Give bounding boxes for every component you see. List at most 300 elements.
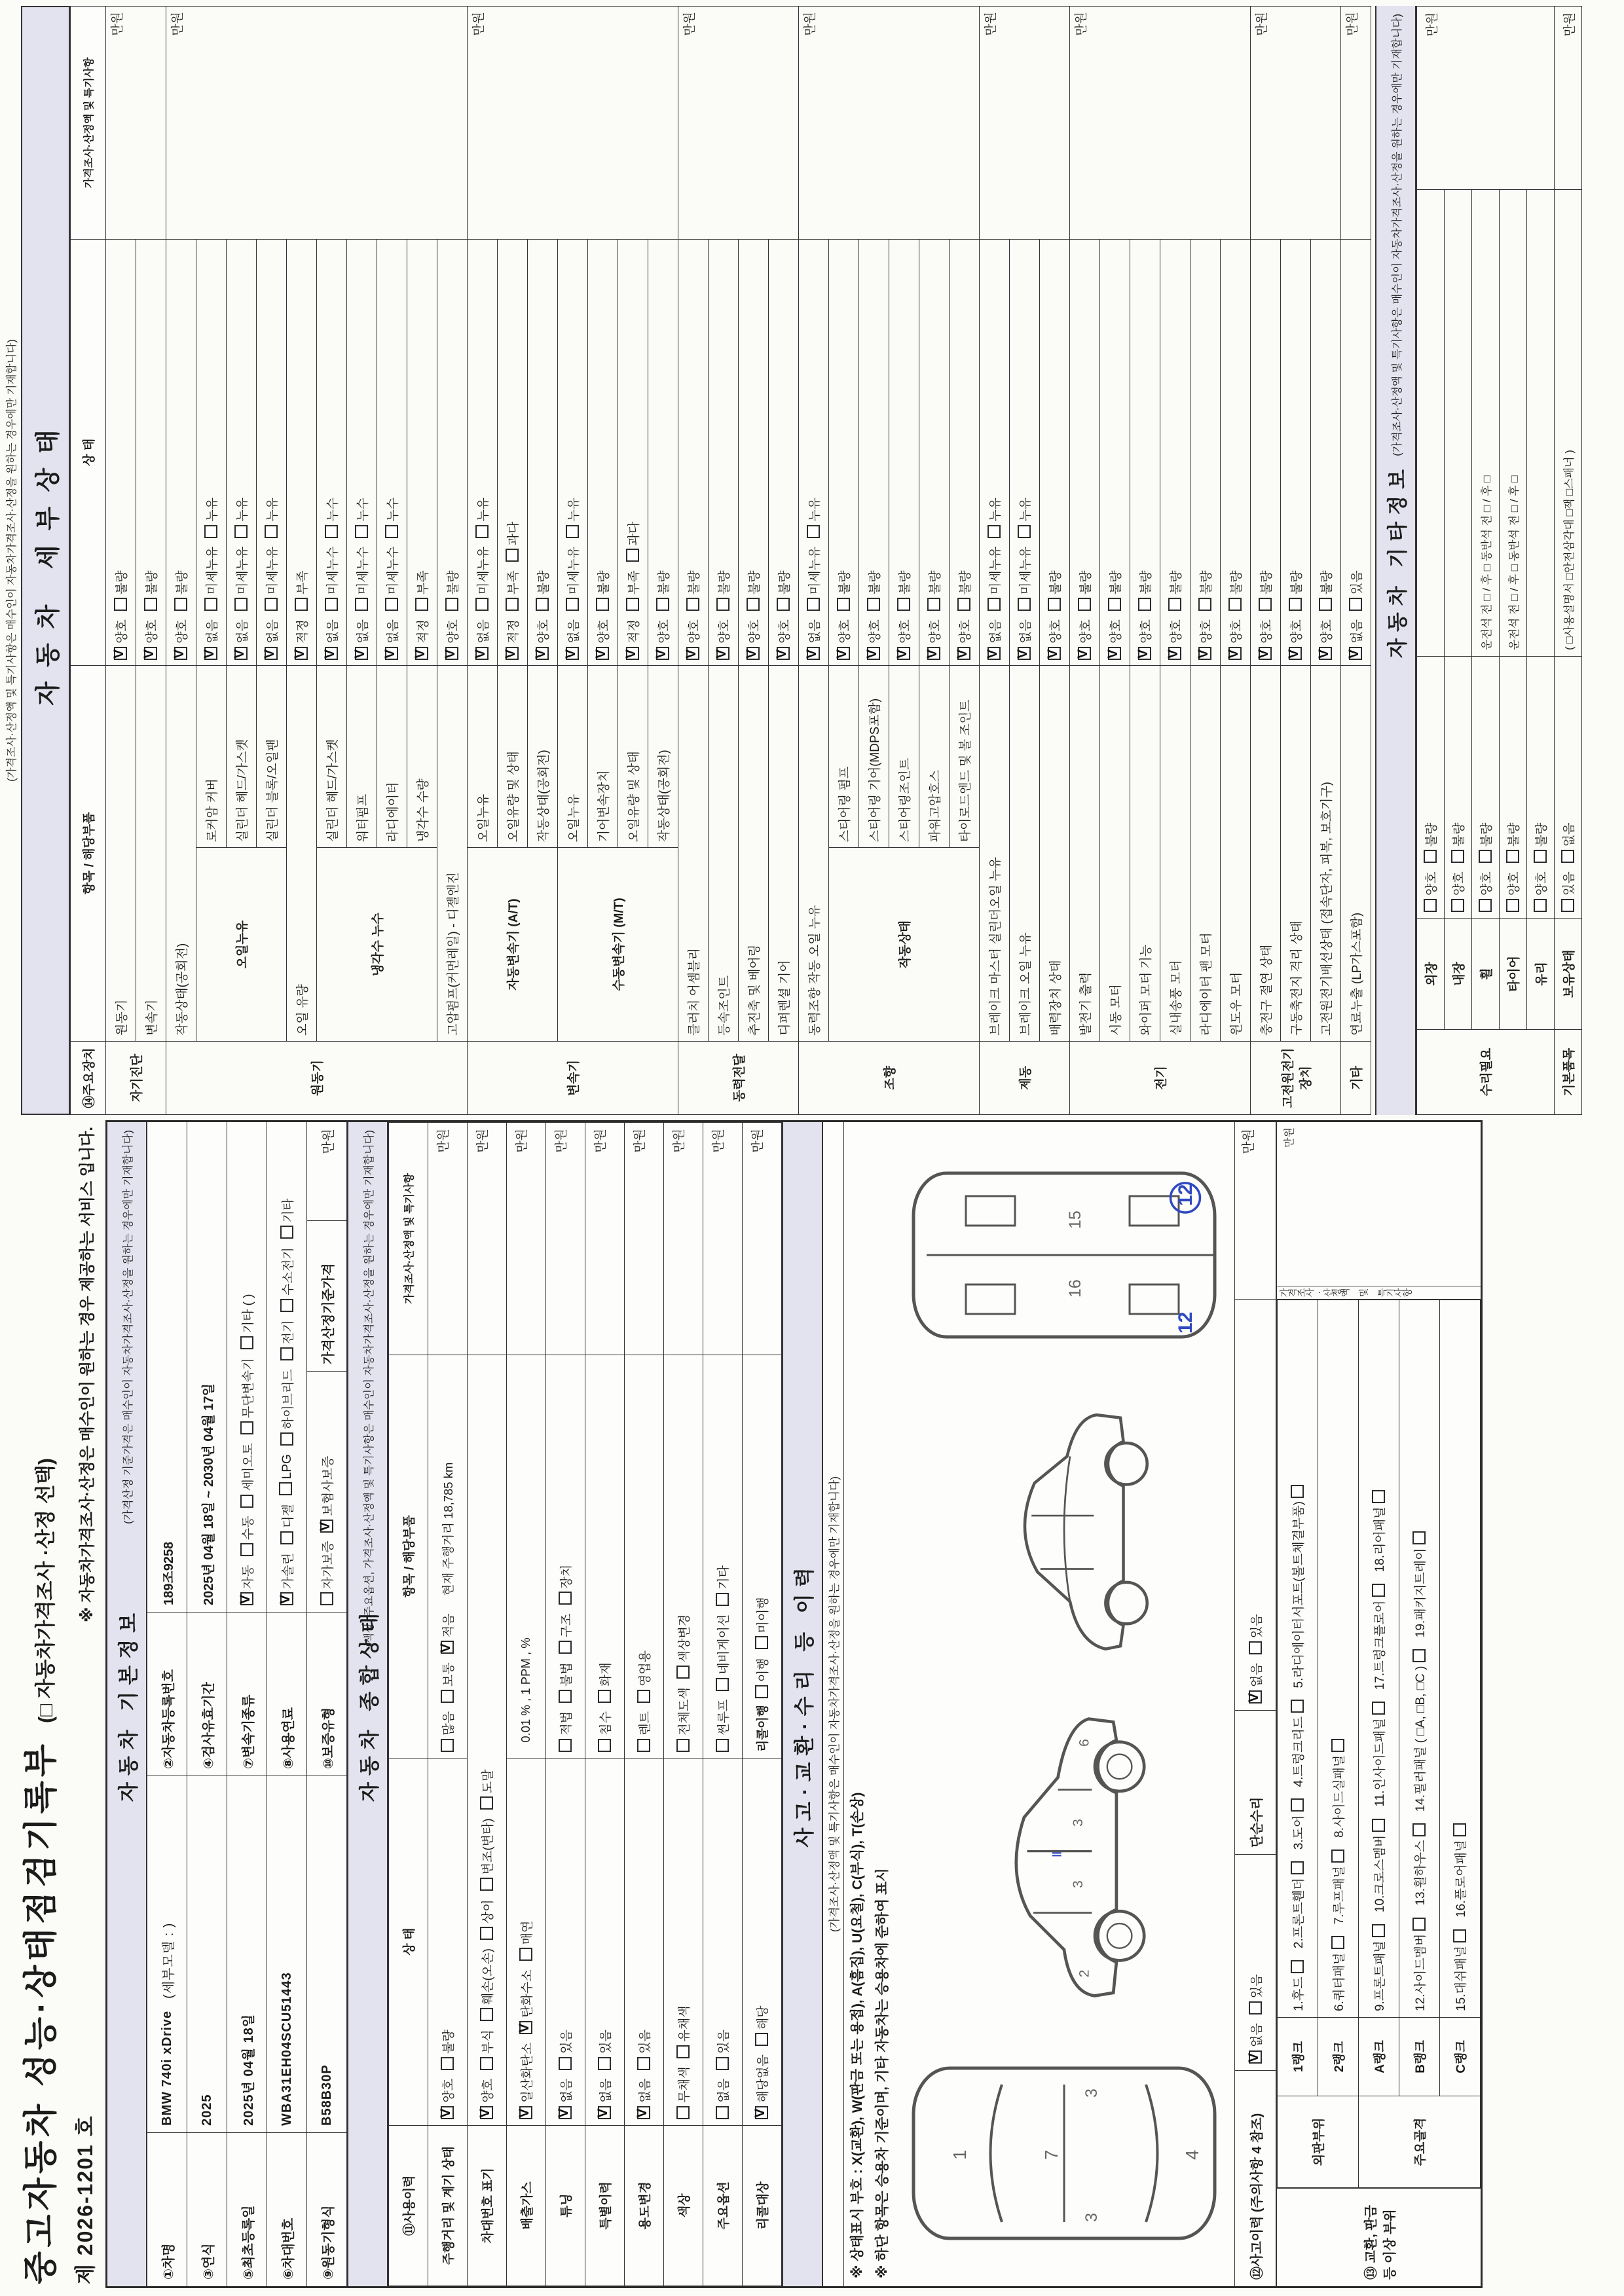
checked-checkbox[interactable] bbox=[867, 647, 880, 660]
checked-checkbox[interactable] bbox=[144, 647, 157, 660]
checkbox[interactable] bbox=[807, 598, 820, 611]
checkbox-option[interactable]: 유채색 bbox=[674, 2005, 692, 2058]
checkbox-option[interactable]: V없음 bbox=[557, 2079, 574, 2119]
checkbox-option[interactable]: V없음 bbox=[805, 619, 822, 660]
checkbox-option[interactable]: V양호 bbox=[714, 619, 732, 660]
checkbox-option[interactable]: 전체도색 bbox=[674, 1687, 692, 1751]
checked-checkbox[interactable] bbox=[656, 647, 669, 660]
checkbox-option[interactable]: 무채색 bbox=[674, 2067, 692, 2119]
checkbox-option[interactable]: 불량 bbox=[1106, 570, 1124, 611]
checkbox[interactable] bbox=[519, 1948, 532, 1961]
checkbox-option[interactable]: V양호 bbox=[439, 2079, 456, 2119]
panel-item[interactable]: 7.루프패널 bbox=[1329, 1846, 1347, 1925]
checkbox-option[interactable]: 네비게이션 bbox=[714, 1614, 731, 1691]
checkbox-option[interactable]: 부족 bbox=[293, 570, 310, 611]
checkbox-option[interactable]: V없음 bbox=[353, 619, 371, 660]
checkbox[interactable] bbox=[1412, 1823, 1426, 1836]
checked-checkbox[interactable] bbox=[204, 647, 217, 660]
checkbox[interactable] bbox=[480, 1878, 493, 1891]
panel-item[interactable]: 5.라디에이터서포트(볼트체결부품) bbox=[1289, 1482, 1306, 1688]
checked-checkbox[interactable] bbox=[355, 647, 368, 660]
checkbox[interactable] bbox=[716, 2057, 729, 2070]
checkbox[interactable] bbox=[279, 1482, 292, 1495]
checked-checkbox[interactable] bbox=[837, 647, 850, 660]
checkbox-option[interactable]: V해당없음 bbox=[753, 2054, 771, 2119]
checkbox-option[interactable]: 변조(변타) bbox=[478, 1818, 496, 1891]
checkbox[interactable] bbox=[240, 1421, 253, 1434]
checked-checkbox[interactable] bbox=[927, 647, 940, 660]
checkbox[interactable] bbox=[325, 598, 338, 611]
checked-checkbox[interactable] bbox=[519, 2106, 532, 2119]
checkbox-option[interactable]: 없음 bbox=[714, 2079, 731, 2119]
checkbox-option[interactable]: 불량 bbox=[594, 570, 612, 611]
checked-checkbox[interactable] bbox=[1078, 647, 1091, 660]
checkbox-option[interactable]: 미세누유 bbox=[202, 547, 220, 611]
checkbox-option[interactable]: V양호 bbox=[1317, 619, 1335, 660]
checked-checkbox[interactable] bbox=[536, 647, 549, 660]
checkbox[interactable] bbox=[536, 598, 549, 611]
checkbox[interactable] bbox=[837, 598, 850, 611]
checkbox[interactable] bbox=[559, 1739, 572, 1752]
checkbox-option[interactable]: V없음 bbox=[1247, 2023, 1264, 2064]
checkbox-option[interactable]: V양호 bbox=[112, 619, 130, 660]
checked-checkbox[interactable] bbox=[240, 1592, 253, 1605]
checkbox[interactable] bbox=[320, 1592, 333, 1605]
checkbox-option[interactable]: V적정 bbox=[504, 619, 521, 660]
checkbox[interactable] bbox=[987, 598, 1001, 611]
checked-checkbox[interactable] bbox=[1289, 647, 1302, 660]
checkbox[interactable] bbox=[280, 1226, 293, 1239]
checkbox-option[interactable]: V양호 bbox=[865, 619, 883, 660]
checkbox-option[interactable]: 썬루프 bbox=[714, 1700, 731, 1752]
checked-checkbox[interactable] bbox=[1018, 647, 1031, 660]
checkbox-option[interactable]: 누유 bbox=[986, 498, 1003, 538]
checkbox[interactable] bbox=[1331, 1936, 1344, 1949]
panel-item[interactable]: 8.사이드실패널 bbox=[1329, 1736, 1347, 1838]
checkbox-option[interactable]: V양호 bbox=[835, 619, 853, 660]
checkbox-option[interactable]: 상이 bbox=[478, 1899, 496, 1940]
checkbox[interactable] bbox=[1198, 598, 1211, 611]
checkbox[interactable] bbox=[927, 598, 940, 611]
checkbox[interactable] bbox=[747, 598, 760, 611]
checkbox[interactable] bbox=[480, 2008, 493, 2021]
checkbox-option[interactable]: V양호 bbox=[1227, 619, 1244, 660]
checkbox-option[interactable]: 세미오토 bbox=[238, 1443, 256, 1507]
checkbox[interactable] bbox=[1451, 850, 1464, 863]
checkbox-option[interactable]: V없음 bbox=[635, 2079, 653, 2119]
checkbox[interactable] bbox=[1561, 850, 1574, 863]
checked-checkbox[interactable] bbox=[1138, 647, 1151, 660]
checkbox-option[interactable]: V양호 bbox=[443, 619, 461, 660]
checkbox[interactable] bbox=[441, 1690, 454, 1703]
checkbox-option[interactable]: 부족 bbox=[624, 570, 642, 611]
checkbox[interactable] bbox=[1291, 1700, 1304, 1713]
panel-item[interactable]: 12.사이드멤버 bbox=[1411, 1914, 1428, 2011]
checked-checkbox[interactable] bbox=[174, 647, 187, 660]
checked-checkbox[interactable] bbox=[566, 647, 579, 660]
checkbox-option[interactable]: V양호 bbox=[1257, 619, 1274, 660]
checkbox[interactable] bbox=[1412, 1649, 1426, 1662]
checkbox-option[interactable]: 침수 bbox=[596, 1711, 614, 1752]
checkbox[interactable] bbox=[716, 598, 729, 611]
checkbox-option[interactable]: 미세누수 bbox=[353, 547, 371, 611]
checkbox[interactable] bbox=[897, 598, 910, 611]
checkbox[interactable] bbox=[1108, 598, 1121, 611]
checkbox-option[interactable]: 누수 bbox=[323, 498, 341, 538]
checkbox-option[interactable]: V일산화탄소 bbox=[517, 2043, 535, 2119]
checkbox-option[interactable]: 불량 bbox=[745, 570, 762, 611]
checkbox-option[interactable]: 있음 bbox=[1247, 1614, 1264, 1655]
checked-checkbox[interactable] bbox=[480, 2106, 493, 2119]
checkbox-option[interactable]: 누유 bbox=[805, 498, 822, 538]
checkbox-option[interactable]: 불량 bbox=[684, 570, 702, 611]
checked-checkbox[interactable] bbox=[897, 647, 910, 660]
checkbox-option[interactable]: V없음 bbox=[263, 619, 280, 660]
checkbox-option[interactable]: 누유 bbox=[202, 498, 220, 538]
checked-checkbox[interactable] bbox=[506, 647, 519, 660]
checkbox[interactable] bbox=[957, 598, 970, 611]
checked-checkbox[interactable] bbox=[415, 647, 428, 660]
checked-checkbox[interactable] bbox=[1249, 1690, 1262, 1704]
checkbox-option[interactable]: V없음 bbox=[323, 619, 341, 660]
checkbox-option[interactable]: 불량 bbox=[895, 570, 913, 611]
checkbox[interactable] bbox=[204, 598, 217, 611]
checkbox[interactable] bbox=[1453, 1929, 1466, 1942]
checkbox-option[interactable]: 불량 bbox=[534, 570, 551, 611]
checkbox-option[interactable]: 과다 bbox=[624, 522, 642, 562]
checkbox[interactable] bbox=[1372, 1584, 1385, 1597]
checkbox[interactable] bbox=[355, 598, 368, 611]
checkbox[interactable] bbox=[716, 2106, 729, 2119]
checked-checkbox[interactable] bbox=[747, 647, 760, 660]
checkbox[interactable] bbox=[1259, 598, 1272, 611]
checkbox[interactable] bbox=[716, 1678, 729, 1691]
checkbox-option[interactable]: 수소전기 bbox=[278, 1247, 296, 1311]
checkbox[interactable] bbox=[475, 598, 489, 611]
checked-checkbox[interactable] bbox=[755, 2106, 768, 2119]
checkbox-option[interactable]: 불량 bbox=[112, 570, 130, 611]
checkbox[interactable] bbox=[598, 1739, 611, 1752]
checkbox-option[interactable]: 미세누유 bbox=[473, 547, 491, 611]
checkbox[interactable] bbox=[1412, 1531, 1426, 1544]
checkbox-option[interactable]: V없음 bbox=[596, 2079, 614, 2119]
checkbox-option[interactable]: V양호 bbox=[1166, 619, 1184, 660]
checkbox-option[interactable]: 불법 bbox=[557, 1662, 574, 1703]
checkbox[interactable] bbox=[265, 598, 278, 611]
checkbox-option[interactable]: 불량 bbox=[1076, 570, 1094, 611]
checkbox-option[interactable]: V양호 bbox=[895, 619, 913, 660]
checkbox[interactable] bbox=[755, 1685, 768, 1698]
checkbox-option[interactable]: 누유 bbox=[473, 498, 491, 538]
checkbox-option[interactable]: 하이브리드 bbox=[278, 1369, 296, 1446]
checkbox-option[interactable]: V자동 bbox=[238, 1565, 256, 1605]
checkbox-option[interactable]: V양호 bbox=[1136, 619, 1154, 660]
checkbox[interactable] bbox=[598, 2057, 611, 2070]
checkbox[interactable] bbox=[204, 525, 217, 538]
checkbox[interactable] bbox=[1534, 850, 1547, 863]
checkbox[interactable] bbox=[1479, 850, 1492, 863]
checkbox[interactable] bbox=[475, 525, 489, 538]
checkbox[interactable] bbox=[234, 525, 248, 538]
checked-checkbox[interactable] bbox=[777, 647, 790, 660]
checkbox-option[interactable]: V양호 bbox=[1076, 619, 1094, 660]
checkbox-option[interactable]: V탄화수소 bbox=[517, 1969, 535, 2033]
checkbox-option[interactable]: 부족 bbox=[504, 570, 521, 611]
checkbox-option[interactable]: 구조 bbox=[557, 1614, 574, 1654]
checkbox[interactable] bbox=[1424, 850, 1437, 863]
checkbox-option[interactable]: 불량 bbox=[1532, 823, 1549, 864]
checked-checkbox[interactable] bbox=[1228, 647, 1242, 660]
checkbox-option[interactable]: 양호 bbox=[1477, 871, 1494, 912]
checkbox-option[interactable]: V없음 bbox=[986, 619, 1003, 660]
checkbox-option[interactable]: 화재 bbox=[596, 1662, 614, 1703]
checkbox-option[interactable]: V적음 bbox=[439, 1614, 456, 1654]
panel-item[interactable]: 11.인사이드패널 bbox=[1370, 1698, 1388, 1806]
checkbox[interactable] bbox=[1451, 899, 1464, 912]
checkbox[interactable] bbox=[867, 598, 880, 611]
checkbox[interactable] bbox=[1018, 525, 1031, 538]
panel-item[interactable]: 13.휠하우스 bbox=[1411, 1820, 1428, 1905]
checkbox-option[interactable]: V없음 bbox=[473, 619, 491, 660]
checkbox-option[interactable]: 누유 bbox=[564, 498, 581, 538]
checkbox[interactable] bbox=[566, 598, 579, 611]
checkbox-option[interactable]: 미세누유 bbox=[986, 547, 1003, 611]
checkbox[interactable] bbox=[559, 1641, 572, 1654]
checkbox-option[interactable]: 불량 bbox=[1287, 570, 1304, 611]
checkbox[interactable] bbox=[1048, 598, 1061, 611]
checked-checkbox[interactable] bbox=[325, 647, 338, 660]
checkbox[interactable] bbox=[1479, 899, 1492, 912]
checkbox-option[interactable]: 불량 bbox=[1046, 570, 1063, 611]
checkbox[interactable] bbox=[280, 1347, 293, 1360]
checkbox[interactable] bbox=[144, 598, 157, 611]
checkbox[interactable] bbox=[1372, 1702, 1385, 1715]
checked-checkbox[interactable] bbox=[441, 2106, 454, 2119]
panel-item[interactable]: 2.프론트휀더 bbox=[1289, 1858, 1306, 1948]
checkbox[interactable] bbox=[280, 1299, 293, 1312]
checkbox[interactable] bbox=[777, 598, 790, 611]
checkbox-option[interactable]: 있음 bbox=[1347, 570, 1365, 611]
checked-checkbox[interactable] bbox=[1198, 647, 1211, 660]
checkbox-option[interactable]: LPG bbox=[279, 1454, 295, 1495]
checkbox-option[interactable]: 보통 bbox=[439, 1662, 456, 1703]
checkbox[interactable] bbox=[716, 1593, 729, 1606]
panel-item[interactable]: 19.패키지트레이 bbox=[1411, 1528, 1428, 1637]
checkbox-option[interactable]: 누유 bbox=[232, 498, 250, 538]
checked-checkbox[interactable] bbox=[295, 647, 308, 660]
checked-checkbox[interactable] bbox=[445, 647, 458, 660]
checkbox-option[interactable]: 불량 bbox=[865, 570, 883, 611]
checkbox[interactable] bbox=[1138, 598, 1151, 611]
checked-checkbox[interactable] bbox=[1048, 647, 1061, 660]
checkbox-option[interactable]: 기타 bbox=[278, 1199, 296, 1239]
checkbox[interactable] bbox=[1534, 899, 1547, 912]
checkbox-option[interactable]: 도말 bbox=[478, 1770, 496, 1810]
checkbox-option[interactable]: 미세누수 bbox=[323, 547, 341, 611]
checkbox[interactable] bbox=[1018, 598, 1031, 611]
checkbox-option[interactable]: 양호 bbox=[1532, 871, 1549, 912]
checkbox-option[interactable]: V양호 bbox=[172, 619, 190, 660]
checkbox-option[interactable]: 불량 bbox=[1477, 823, 1494, 864]
checkbox-option[interactable]: 렌트 bbox=[635, 1711, 653, 1752]
checked-checkbox[interactable] bbox=[626, 647, 639, 660]
checkbox[interactable] bbox=[415, 598, 428, 611]
checkbox[interactable] bbox=[1319, 598, 1332, 611]
checkbox-option[interactable]: 누수 bbox=[353, 498, 371, 538]
panel-item[interactable]: 1.후드 bbox=[1289, 1957, 1306, 2011]
checkbox[interactable] bbox=[676, 2045, 690, 2058]
checkbox[interactable] bbox=[114, 598, 127, 611]
panel-item[interactable]: 18.리어패널 bbox=[1370, 1487, 1388, 1572]
checkbox-option[interactable]: 있음 bbox=[1247, 1975, 1264, 2015]
checkbox-option[interactable]: 불량 bbox=[1317, 570, 1335, 611]
checkbox[interactable] bbox=[1506, 899, 1519, 912]
checkbox-option[interactable]: 불량 bbox=[1136, 570, 1154, 611]
checkbox-option[interactable]: 불량 bbox=[925, 570, 943, 611]
checkbox-option[interactable]: V없음 bbox=[1247, 1663, 1264, 1704]
checkbox-option[interactable]: 누유 bbox=[1016, 498, 1033, 538]
checkbox-option[interactable]: 영업용 bbox=[635, 1650, 653, 1703]
checkbox[interactable] bbox=[716, 1739, 729, 1752]
checkbox-option[interactable]: 불량 bbox=[1449, 823, 1467, 864]
panel-item[interactable]: 14.필러패널 ( □A, □B, □C ) bbox=[1411, 1646, 1428, 1812]
checked-checkbox[interactable] bbox=[807, 647, 820, 660]
checked-checkbox[interactable] bbox=[1249, 2050, 1262, 2064]
checked-checkbox[interactable] bbox=[1319, 647, 1332, 660]
checkbox-option[interactable]: 누수 bbox=[383, 498, 401, 538]
checkbox-option[interactable]: 미세누유 bbox=[232, 547, 250, 611]
checkbox[interactable] bbox=[1249, 1641, 1262, 1654]
checkbox[interactable] bbox=[626, 549, 639, 562]
checkbox-option[interactable]: V보험사보증 bbox=[318, 1456, 336, 1533]
checkbox[interactable] bbox=[637, 1739, 650, 1752]
checkbox-option[interactable]: V양호 bbox=[534, 619, 551, 660]
checkbox[interactable] bbox=[637, 2057, 650, 2070]
checkbox[interactable] bbox=[445, 598, 458, 611]
checkbox[interactable] bbox=[1249, 2001, 1262, 2014]
checkbox[interactable] bbox=[1331, 1739, 1344, 1752]
checked-checkbox[interactable] bbox=[1168, 647, 1181, 660]
checkbox[interactable] bbox=[1372, 1924, 1385, 1937]
checkbox[interactable] bbox=[355, 525, 368, 538]
checkbox[interactable] bbox=[1291, 1798, 1304, 1812]
checkbox[interactable] bbox=[1228, 598, 1242, 611]
checkbox-option[interactable]: V양호 bbox=[142, 619, 160, 660]
checkbox-option[interactable]: V양호 bbox=[1106, 619, 1124, 660]
checkbox[interactable] bbox=[755, 2033, 768, 2046]
checkbox[interactable] bbox=[385, 525, 398, 538]
checkbox[interactable] bbox=[656, 598, 669, 611]
checkbox-option[interactable]: 불량 bbox=[714, 570, 732, 611]
checkbox-option[interactable]: V없음 bbox=[202, 619, 220, 660]
checkbox-option[interactable]: 미세누수 bbox=[383, 547, 401, 611]
checkbox[interactable] bbox=[385, 598, 398, 611]
checkbox-option[interactable]: 불량 bbox=[172, 570, 190, 611]
checked-checkbox[interactable] bbox=[114, 647, 127, 660]
checkbox-option[interactable]: 불량 bbox=[142, 570, 160, 611]
checked-checkbox[interactable] bbox=[441, 1641, 454, 1654]
panel-item[interactable]: 9.프론트패널 bbox=[1370, 1921, 1388, 2011]
checkbox-option[interactable]: 불량 bbox=[1257, 570, 1274, 611]
checkbox[interactable] bbox=[559, 2057, 572, 2070]
checkbox-option[interactable]: V양호 bbox=[594, 619, 612, 660]
checkbox-option[interactable]: 장치 bbox=[557, 1565, 574, 1605]
checked-checkbox[interactable] bbox=[1259, 647, 1272, 660]
checkbox-option[interactable]: V적정 bbox=[624, 619, 642, 660]
panel-item[interactable]: 3.도어 bbox=[1289, 1795, 1306, 1850]
checkbox-option[interactable]: V양호 bbox=[955, 619, 973, 660]
checkbox[interactable] bbox=[174, 598, 187, 611]
checkbox[interactable] bbox=[755, 1636, 768, 1649]
checkbox-option[interactable]: V적정 bbox=[293, 619, 310, 660]
checkbox-option[interactable]: 불량 bbox=[775, 570, 792, 611]
checkbox[interactable] bbox=[637, 1690, 650, 1703]
checkbox-option[interactable]: V양호 bbox=[1287, 619, 1304, 660]
checkbox[interactable] bbox=[1372, 1490, 1385, 1503]
panel-item[interactable]: 6.쿼터패널 bbox=[1329, 1933, 1347, 2011]
checkbox[interactable] bbox=[596, 598, 609, 611]
checkbox-option[interactable]: 불량 bbox=[1422, 823, 1439, 864]
checkbox-option[interactable]: V적정 bbox=[413, 619, 431, 660]
checkbox[interactable] bbox=[566, 525, 579, 538]
checked-checkbox[interactable] bbox=[265, 647, 278, 660]
checkbox[interactable] bbox=[441, 2057, 454, 2070]
checkbox-option[interactable]: V없음 bbox=[1016, 619, 1033, 660]
checkbox-option[interactable]: 불량 bbox=[1166, 570, 1184, 611]
checkbox-option[interactable]: 불량 bbox=[439, 2030, 456, 2070]
checkbox[interactable] bbox=[234, 598, 248, 611]
checked-checkbox[interactable] bbox=[596, 647, 609, 660]
checkbox-option[interactable]: 자가보증 bbox=[318, 1541, 336, 1605]
checkbox-option[interactable]: 많음 bbox=[439, 1711, 456, 1752]
panel-item[interactable]: 16.플로어패널 bbox=[1451, 1820, 1469, 1917]
checked-checkbox[interactable] bbox=[1108, 647, 1121, 660]
checked-checkbox[interactable] bbox=[519, 2021, 532, 2034]
checkbox-option[interactable]: 불량 bbox=[443, 570, 461, 611]
checkbox-option[interactable]: 부족 bbox=[413, 570, 431, 611]
checkbox[interactable] bbox=[295, 598, 308, 611]
checkbox-option[interactable]: V양호 bbox=[775, 619, 792, 660]
checkbox-option[interactable]: 양호 bbox=[1422, 871, 1439, 912]
checkbox[interactable] bbox=[1291, 1861, 1304, 1874]
checkbox[interactable] bbox=[240, 1336, 253, 1349]
checkbox-option[interactable]: 미이행 bbox=[753, 1597, 771, 1649]
checkbox[interactable] bbox=[480, 1927, 493, 1940]
checked-checkbox[interactable] bbox=[475, 647, 489, 660]
checkbox[interactable] bbox=[240, 1495, 253, 1508]
checkbox-option[interactable]: 전기 bbox=[278, 1321, 296, 1361]
panel-item[interactable]: 4.트렁크리드 bbox=[1289, 1697, 1306, 1787]
checkbox-option[interactable]: V양호 bbox=[1046, 619, 1063, 660]
checked-checkbox[interactable] bbox=[598, 2106, 611, 2119]
checkbox[interactable] bbox=[280, 1432, 293, 1446]
checkbox-option[interactable]: V가솔린 bbox=[278, 1553, 296, 1605]
checkbox-option[interactable]: 있음 bbox=[1559, 871, 1577, 912]
checkbox-option[interactable]: 미세누유 bbox=[805, 547, 822, 611]
checkbox[interactable] bbox=[480, 1796, 493, 1810]
checkbox[interactable] bbox=[1424, 899, 1437, 912]
checkbox-option[interactable]: 무단변속기 bbox=[238, 1358, 256, 1434]
checkbox[interactable] bbox=[240, 1543, 253, 1556]
checkbox[interactable] bbox=[1291, 1485, 1304, 1498]
checkbox[interactable] bbox=[1078, 598, 1091, 611]
checkbox[interactable] bbox=[1289, 598, 1302, 611]
checked-checkbox[interactable] bbox=[957, 647, 970, 660]
checkbox[interactable] bbox=[1561, 899, 1574, 912]
checkbox[interactable] bbox=[686, 598, 699, 611]
checkbox-option[interactable]: 기타 bbox=[714, 1565, 731, 1606]
checkbox-option[interactable]: 과다 bbox=[504, 522, 521, 562]
